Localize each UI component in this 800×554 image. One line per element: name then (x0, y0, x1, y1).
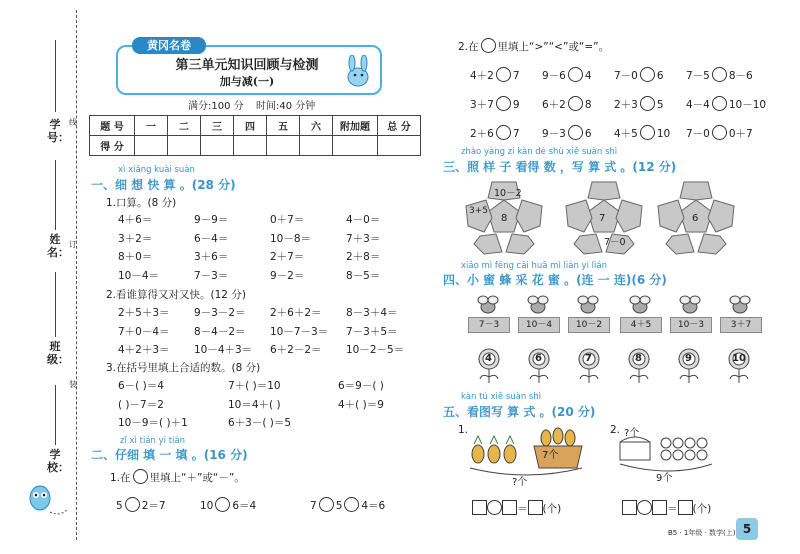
compare-right: 8－6 (728, 70, 753, 82)
oral-calc-item: 8＋0＝ (118, 251, 153, 263)
q1-answer: ＝ (个) (472, 500, 561, 516)
sec1-part1: 1.口算。(8 分) (106, 197, 177, 209)
unit-label: (个) (542, 503, 562, 515)
oral-calc-item: 3＋2＝ (118, 232, 153, 245)
compare-left: 9－3 (542, 128, 566, 140)
operand: 5 (335, 500, 343, 512)
class-line (55, 272, 56, 337)
sec1-title: 一、细 想 快 算 。(28 分) (91, 178, 236, 192)
compare-item (614, 67, 664, 83)
q2-answer: ＝ (个) (622, 500, 711, 516)
compare-item (470, 125, 520, 141)
compare-left: 4＋2 (470, 70, 494, 82)
bee-card[interactable]: 10－2 (568, 317, 610, 333)
fast-calc-item: 10－2－5＝ (346, 344, 405, 356)
score-cell[interactable] (300, 136, 333, 156)
id-label: 学 号： (47, 118, 69, 144)
q1-number: 1. (458, 424, 469, 436)
sec2-part2 (458, 38, 609, 54)
fast-calc-item: 2＋5＋3＝ (118, 307, 170, 319)
bee-card[interactable]: 10－3 (670, 317, 712, 333)
answer-circle[interactable] (712, 125, 727, 140)
oral-calc-item: 8－5＝ (346, 269, 381, 282)
q2-number: 2. (610, 424, 621, 436)
score-head-cell: 总 分 (378, 116, 421, 136)
q2-total: 9个 (656, 473, 673, 484)
fast-calc-item: 4＋2＋3＝ (118, 344, 170, 356)
school-line (55, 385, 56, 445)
compare-item (686, 96, 766, 112)
fast-calc-item: 10－7－3＝ (270, 325, 329, 338)
oral-calc-item: 4＋6＝ (118, 214, 153, 226)
q1-basket-count: 7个 (542, 450, 559, 461)
flower2-center: 7 (599, 213, 606, 224)
pineapple-icon (472, 436, 484, 463)
fast-calc-item: 8－3＋4＝ (346, 307, 398, 319)
answer-circle[interactable] (215, 497, 230, 512)
compare-item (542, 96, 592, 112)
compare-item (542, 67, 592, 83)
answer-box[interactable] (678, 500, 693, 515)
answer-circle[interactable] (319, 497, 334, 512)
answer-circle[interactable] (712, 67, 727, 82)
page-number: 5 (736, 518, 758, 540)
answer-circle[interactable] (568, 96, 583, 111)
q1-total: ?个 (512, 477, 528, 488)
oral-calc-item: 6－4＝ (194, 232, 229, 245)
sec1-part2: 2.看谁算得又对又快。(12 分) (106, 289, 246, 301)
time-limit: 时间:40 分钟 (256, 101, 316, 112)
coin-group-icon (661, 438, 707, 460)
bee-card[interactable]: 4＋5 (620, 317, 662, 333)
operand: 7 (310, 500, 317, 512)
compare-right: 8 (584, 99, 592, 111)
score-head-cell: 一 (135, 116, 168, 136)
answer-circle[interactable] (487, 500, 502, 515)
pineapple-icon (504, 436, 516, 463)
flower2-bottom: 7－0 (604, 237, 626, 248)
answer-circle[interactable] (568, 67, 583, 82)
compare-left: 7－0 (614, 70, 638, 82)
sec2-part1-post: 里填上“＋”或“－”。 (149, 472, 245, 484)
page-subtitle: 加与减(一) (219, 75, 275, 88)
score-value-row (90, 136, 421, 156)
flower-number[interactable]: 7 (585, 353, 592, 364)
flower3-center: 6 (692, 213, 699, 224)
score-cell[interactable] (378, 136, 421, 156)
compare-left: 3＋7 (470, 99, 494, 111)
answer-circle[interactable] (568, 125, 583, 140)
school-label: 学 校： (47, 448, 69, 474)
fill-number-item: 6－( )＝4 (118, 380, 164, 392)
chest-icon (620, 437, 650, 460)
sec2-title: 二、仔细 填 一 填 。(16 分) (91, 448, 248, 462)
answer-circle[interactable] (496, 67, 511, 82)
compare-right: 7 (512, 128, 520, 140)
fast-calc-item: 7＋0－4＝ (118, 325, 170, 338)
margin-char-ding: 订 (69, 240, 77, 249)
class-label: 班 级： (47, 340, 69, 366)
flower1-top: 10－2 (494, 188, 522, 199)
sec2-part1 (110, 469, 245, 485)
flower-number[interactable]: 8 (635, 353, 642, 364)
answer-circle[interactable] (640, 96, 655, 111)
fast-calc-item: 6＋2－2＝ (270, 344, 322, 356)
oral-calc-item: 0＋7＝ (270, 214, 305, 226)
fill-number-item: ( )－7＝2 (118, 398, 164, 411)
compare-right: 5 (656, 99, 664, 111)
oral-calc-item: 2＋7＝ (270, 251, 305, 263)
answer-box[interactable] (502, 500, 517, 515)
compare-right: 6 (584, 128, 592, 140)
bee-card[interactable]: 10－4 (518, 317, 560, 333)
fast-calc-item: 10－4＋3＝ (194, 344, 253, 356)
bee-card[interactable]: 7－3 (468, 317, 510, 333)
name-line (55, 160, 56, 230)
answer-box[interactable] (472, 500, 487, 515)
compare-left: 9－6 (542, 70, 566, 82)
oral-calc-item: 7＋3＝ (346, 232, 381, 245)
fill-number-item: 6＋3－( )＝5 (228, 417, 292, 429)
score-table (89, 115, 421, 156)
sec4-title: 四、小 蜜 蜂 采 花 蜜 。(连 一 连)(6 分) (443, 273, 667, 287)
compare-item (614, 125, 670, 141)
compare-right: 10 (656, 128, 671, 140)
margin-char-xian: 线 (69, 118, 77, 127)
score-row-label: 得 分 (90, 136, 135, 156)
compare-item (686, 125, 753, 141)
bee-card[interactable]: 3＋7 (720, 317, 762, 333)
fill-number-item: 10－9＝( )＋1 (118, 417, 188, 429)
sec3-title: 三、照 样 子 看得 数 ，写 算 式 。(12 分) (443, 160, 677, 174)
answer-circle[interactable] (637, 500, 652, 515)
score-head-cell: 二 (168, 116, 201, 136)
bee-icon (677, 294, 703, 316)
oral-calc-item: 9－2＝ (270, 269, 305, 282)
oral-calc-item: 7－3＝ (194, 269, 229, 282)
fill-number-item: 6＝9－( ) (338, 380, 384, 392)
compare-right: 9 (512, 99, 520, 111)
compare-left: 2＋3 (614, 99, 638, 111)
score-cell[interactable] (267, 136, 300, 156)
compare-item (470, 67, 520, 83)
compare-right: 0＋7 (728, 128, 753, 140)
score-head-cell: 附加题 (333, 116, 378, 136)
flower-number[interactable]: 9 (685, 353, 692, 364)
score-head-cell: 五 (267, 116, 300, 136)
oral-calc-item: 3＋6＝ (194, 251, 229, 263)
binding-line (76, 10, 77, 540)
bee-icon (575, 294, 601, 316)
flower-number[interactable]: 6 (535, 353, 542, 364)
bee-icon (727, 294, 753, 316)
answer-circle[interactable] (640, 67, 655, 82)
footer-text: B5 · 1年级 · 数学(上) (668, 529, 736, 537)
answer-circle[interactable] (344, 497, 359, 512)
compare-right: 4 (584, 70, 592, 82)
score-cell[interactable] (135, 136, 168, 156)
sign-item-2 (200, 497, 256, 513)
sign-item-3 (310, 497, 385, 513)
fast-calc-item: 7－3＋5＝ (346, 325, 398, 338)
sec1-part3: 3.在括号里填上合适的数。(8 分) (106, 362, 261, 374)
answer-box[interactable] (528, 500, 543, 515)
flower-number[interactable]: 4 (485, 353, 492, 364)
bee-icon (475, 294, 501, 316)
sec2-part2-post: 里填上“>”“<”或“=”。 (497, 41, 610, 53)
compare-left: 4－4 (686, 99, 710, 111)
fast-calc-item: 8－4－2＝ (194, 325, 246, 338)
margin-char-zhuang: 装 (69, 380, 77, 389)
score-cell[interactable] (333, 136, 378, 156)
operand: 2＝7 (141, 500, 166, 512)
compare-item (470, 96, 520, 112)
sec2-part2-pre: 2.在 (458, 41, 479, 53)
sec2-part1-pre: 1.在 (110, 472, 131, 484)
compare-item (614, 96, 664, 112)
operand: 5 (116, 500, 123, 512)
score-head-cell: 四 (234, 116, 267, 136)
operand: 10 (200, 500, 214, 512)
sign-item-1 (116, 497, 166, 513)
oral-calc-item: 2＋8＝ (346, 251, 381, 263)
compare-left: 7－0 (686, 128, 710, 140)
score-cell[interactable] (168, 136, 201, 156)
compare-left: 7－5 (686, 70, 710, 82)
flower-number[interactable]: 10 (732, 353, 746, 364)
compare-right: 10－10 (728, 99, 767, 111)
score-head-cell: 三 (201, 116, 234, 136)
answer-box[interactable] (622, 500, 637, 515)
circle-icon (133, 469, 148, 484)
score-head-cell: 六 (300, 116, 333, 136)
operand: 4＝6 (361, 500, 386, 512)
bee-icon (525, 294, 551, 316)
operand: 6＝4 (232, 500, 257, 512)
fill-number-item: 4＋( )＝9 (338, 398, 384, 411)
page-title: 第三单元知识回顾与检测 (175, 58, 319, 73)
oral-calc-item: 10－4＝ (118, 269, 160, 282)
full-score: 满分:100 分 (188, 101, 244, 112)
score-head-cell: 题 号 (90, 116, 135, 136)
compare-left: 4＋5 (614, 128, 638, 140)
sec2-pinyin: zǐ xì tián yi tián (120, 436, 185, 446)
compare-right: 7 (512, 70, 520, 82)
answer-circle[interactable] (712, 96, 727, 111)
oral-calc-item: 4－0＝ (346, 214, 381, 226)
compare-left: 6＋2 (542, 99, 566, 111)
fast-calc-item: 2＋6＋2＝ (270, 307, 322, 319)
q2-box-count: ?个 (624, 428, 640, 439)
fill-number-item: 10＝4＋( ) (228, 398, 281, 411)
flower1-left: 3+5 (469, 206, 488, 216)
sec1-pinyin: xì xiǎng kuài suàn (118, 165, 195, 175)
answer-box[interactable] (652, 500, 667, 515)
compare-item (542, 125, 592, 141)
compare-left: 2＋6 (470, 128, 494, 140)
oral-calc-item: 10－8＝ (270, 232, 312, 245)
sec5-pinyin: kàn tú xiě suàn shì (461, 392, 542, 402)
pineapple-figure (466, 424, 590, 490)
circle-icon (481, 38, 496, 53)
answer-circle[interactable] (496, 125, 511, 140)
answer-circle[interactable] (125, 497, 140, 512)
treasure-figure (616, 434, 734, 478)
compare-right: 6 (656, 70, 664, 82)
name-label: 姓 名： (47, 233, 69, 259)
unit-label: (个) (692, 503, 712, 515)
brand-badge: 黄冈名卷 (132, 37, 206, 54)
mascot-icon (20, 482, 72, 522)
score-cell[interactable] (201, 136, 234, 156)
compare-item (686, 67, 753, 83)
sec3-pinyin: zhào yàng zi kàn dé shù xiě suàn shì (461, 147, 618, 157)
fill-number-item: 7＋( )＝10 (228, 380, 281, 392)
flower1-center: 8 (501, 213, 508, 224)
oral-calc-item: 9－9＝ (194, 214, 229, 226)
answer-circle[interactable] (640, 125, 655, 140)
rabbit-icon (340, 55, 376, 89)
score-header-row (90, 116, 421, 136)
id-line (55, 40, 56, 112)
score-cell[interactable] (234, 136, 267, 156)
fast-calc-item: 9－3－2＝ (194, 307, 246, 319)
pineapple-icon (488, 436, 500, 463)
bee-icon (627, 294, 653, 316)
answer-circle[interactable] (496, 96, 511, 111)
sec5-title: 五、看图写 算 式 。(20 分) (443, 405, 596, 419)
sec4-pinyin: xiǎo mì fēng cǎi huā mì lián yi lián (461, 261, 607, 271)
